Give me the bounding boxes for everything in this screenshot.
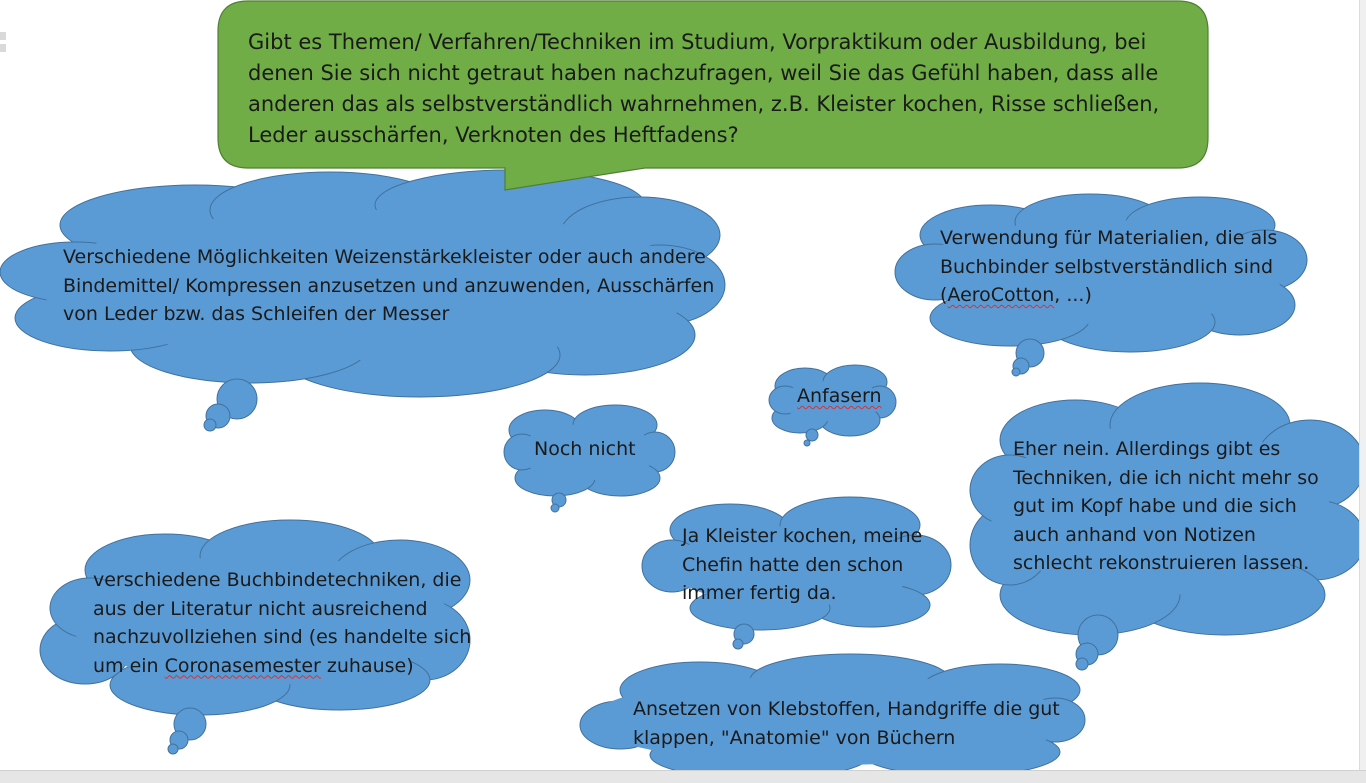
editor-bottom-strip xyxy=(0,770,1366,783)
answer-a5-line-3: gut im Kopf habe und die sich xyxy=(1013,495,1297,517)
answer-a2-paren-open: ( xyxy=(940,284,948,306)
answer-a7-text xyxy=(93,566,471,680)
answer-a2-text xyxy=(940,224,1277,310)
question-line-2: denen Sie sich nicht getraut haben nachzufragen, weil Sie das Gefühl haben, dass alle xyxy=(248,61,1159,85)
answer-a7-line-2: aus der Literatur nicht ausreichend xyxy=(93,597,428,620)
answer-a5-text xyxy=(1013,435,1319,578)
question-text xyxy=(248,27,1193,151)
answer-a6-line-1: Ja Kleister kochen, meine xyxy=(682,525,923,547)
answer-a8-text xyxy=(633,695,1060,752)
answer-a1-line-2: Bindemittel/ Kompressen anzusetzen und anzuwenden, Ausschärfen xyxy=(63,274,715,297)
answer-a8-line-1: Ansetzen von Klebstoffen, Handgriffe die gut xyxy=(633,698,1060,720)
answer-a7-spellcheck-word[interactable]: Coronasemester xyxy=(164,654,321,677)
answer-a6-text xyxy=(682,522,922,608)
answer-a1-text xyxy=(63,243,714,329)
answer-a7-line-3: nachzuvollziehen sind (es handelte sich xyxy=(93,626,472,648)
answer-a7-line-1: verschiedene Buchbindetechniken, die xyxy=(93,569,462,591)
answer-a2-line-1: Verwendung für Materialien, die als xyxy=(940,227,1278,249)
answer-a5-line-5: schlecht rekonstruieren lassen. xyxy=(1013,552,1310,574)
question-line-4: Leder ausschärfen, Verknoten des Heftfadens? xyxy=(248,123,739,147)
answer-a7-line-4-pre: um ein xyxy=(93,654,165,677)
left-edge-mark-1 xyxy=(0,32,6,40)
answer-a5-line-4: auch anhand von Notizen xyxy=(1013,523,1256,546)
answer-a7-line-4-post: zuhause) xyxy=(320,654,414,677)
answer-a6-line-3: immer fertig da. xyxy=(682,582,837,604)
answer-a2-line-3 xyxy=(940,281,1277,310)
left-edge-mark-2 xyxy=(0,44,6,52)
answer-a2-paren-rest: , ...) xyxy=(1054,284,1092,306)
answer-a6-line-2: Chefin hatte den schon xyxy=(682,553,904,576)
answer-a5-line-2: Techniken, die ich nicht mehr so xyxy=(1013,466,1319,489)
answer-a3-spellcheck-word[interactable]: Anfasern xyxy=(797,385,882,407)
answer-a3-text xyxy=(797,382,881,411)
answer-a1-line-1: Verschiedene Möglichkeiten Weizenstärkekleister oder auch andere xyxy=(63,246,706,268)
answer-a4-text: Noch nicht xyxy=(534,438,636,460)
question-line-1: Gibt es Themen/ Verfahren/Techniken im Studium, Vorpraktikum oder Ausbildung, bei xyxy=(248,30,1147,54)
answer-a2-spellcheck-word[interactable]: AeroCotton xyxy=(947,284,1055,306)
slide-right-edge xyxy=(1359,0,1366,770)
answer-a1-line-3: von Leder bzw. das Schleifen der Messer xyxy=(63,303,450,325)
answer-a5-line-1: Eher nein. Allerdings gibt es xyxy=(1013,438,1281,460)
answer-a2-line-2: Buchbinder selbstverständlich sind xyxy=(940,255,1274,278)
question-line-3: anderen das als selbstverständlich wahrnehmen, z.B. Kleister kochen, Risse schließen, xyxy=(248,92,1160,116)
answer-a8-line-2: klappen, "Anatomie" von Büchern xyxy=(633,726,956,749)
answer-a7-line-4 xyxy=(93,652,471,681)
